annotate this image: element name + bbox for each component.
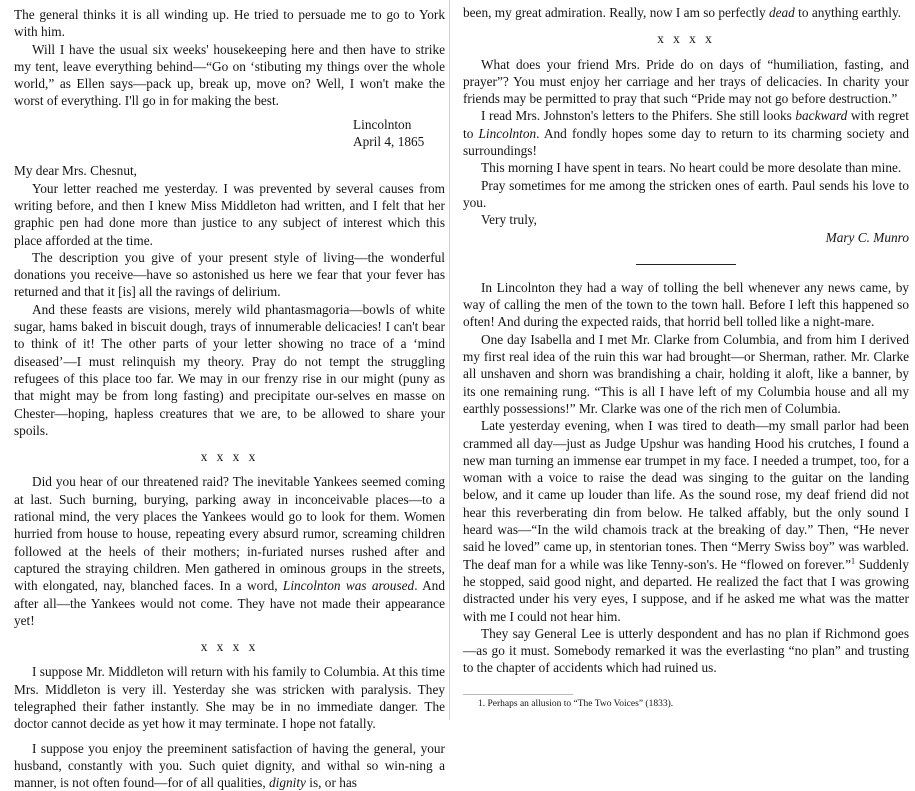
footnote-rule xyxy=(463,694,573,695)
paragraph: I suppose you enjoy the preeminent satisfaction of having the general, your husband, constantly with you. Such quiet dignity, and withal so win-ning a manner, is not often found—for of all qualities, dignity is, or has xyxy=(14,740,445,791)
paragraph: been, my great admiration. Really, now I am so perfectly dead to anything earthly. xyxy=(463,5,902,20)
paragraph: I suppose Mr. Middleton will return with his family to Columbia. At this time Mrs. Middleton is very ill. Yesterday she was stricken with paralysis. They telegraphed their father instantly. She may be in no immediate danger. The doctor cannot decide as yet how it may terminate. I hope not fatally. xyxy=(14,664,445,732)
paragraph: And these feasts are visions, merely wild phantasmagoria—bowls of white sugar, hams baked in biscuit dough, trays of innumerable delicacies! I can't bear to think of it! The other parts of your letter showing no trace of a ‘mind diseased’—I must relinquish my theory. Pray do not tempt the struggling refugees of this place too far. We may in our frenzy rise in our might (puny as that might may be from long fasting) and precipitate our-selves en masse on Chester—hoping, hapless creatures that we are, to be allowed to share your spoils. xyxy=(14,301,445,438)
section-separator: x x x x xyxy=(200,639,259,655)
paragraph: Will I have the usual six weeks' housekeeping here and then have to strike my tent, leave everything behind—“Go on ‘stibuting my things over the whole world,” as Ellen says—pack up, break up, move on? Well, I won't make the worst of everything. I'll go in for making the best. xyxy=(14,41,445,109)
page-gutter xyxy=(449,0,450,720)
paragraph: The description you give of your present style of living—the wonderful donations you receive—have so astonished us here we fear that your fever has returned and that it [is] all the ravings of delirium. xyxy=(14,249,445,300)
letter-place: Lincolnton xyxy=(353,116,412,132)
left-page xyxy=(14,0,445,791)
right-page xyxy=(463,0,909,677)
paragraph: I read Mrs. Johnston's letters to the Phifers. She still looks backward with regret to Lincolnton. And fondly hopes some day to return to its charming society and surroundings! xyxy=(463,108,910,159)
letter-salutation: My dear Mrs. Chesnut, xyxy=(14,163,137,179)
section-rule xyxy=(636,264,736,265)
paragraph: What does your friend Mrs. Pride do on days of “humiliation, fasting, and prayer”? You must enjoy her carriage and her trays of delicacies. In charity your friends may be permitted to pray that such “Pride may not go before destruction.” xyxy=(463,56,909,107)
letter-date: April 4, 1865 xyxy=(353,134,425,150)
section-separator: x x x x xyxy=(200,449,259,465)
paragraph: Your letter reached me yesterday. I was prevented by several causes from writing before, and then I knew Miss Middleton had written, and I felt that her graphic pen had done more than justice to any subject of interest which this place afforded at the time. xyxy=(14,180,445,248)
paragraph: One day Isabella and I met Mr. Clarke from Columbia, and from him I derived my first real idea of the ruin this war had brought—or Sherman, rather. Mr. Clarke all unshaven and shorn was brandishing a chair, holding it aloft, like a banner, by its one remaining rung. “This is all I have left of my Columbia house and all my earthly possessions!” Mr. Clarke was one of the rich men of Columbia. xyxy=(463,331,909,416)
paragraph: They say General Lee is utterly despondent and has no plan if Richmond goes—as go it must. Somebody remarked it was the everlasting “no plan” and trusting to the chapter of accidents which had ruined us. xyxy=(463,625,909,676)
footnote-marker: 1 xyxy=(851,556,856,566)
paragraph: Pray sometimes for me among the stricken ones of earth. Paul sends his love to you. xyxy=(463,177,909,210)
footnote: 1. Perhaps an allusion to “The Two Voices” (1833). xyxy=(478,699,674,709)
paragraph: In Lincolnton they had a way of tolling the bell whenever any news came, by way of calling the men of the town to the town hall. Before I left this happened so often! And during the expected raids, that horrid bell tolled like a night-mare. xyxy=(463,279,909,330)
letter-signature: Mary C. Munro xyxy=(825,229,909,245)
paragraph: Did you hear of our threatened raid? The inevitable Yankees seemed coming at last. Such burning, burying, parking away in inconceivable places—to a rational mind, the very places the Yankees would go to look for them. Women hurried from house to house, repeating every absurd rumor, screaming children followed at the heels of their mothers; in-furiated nurses rushed after and captured the straying children. Men gathered in ominous groups in the streets, with elongated, nay, blanched faces. In a word, Lincolnton was aroused. And after all—the Yankees would not come. They have not made their appearance yet! xyxy=(14,474,445,628)
paragraph: The general thinks it is all winding up. He tried to persuade me to go to York with him. xyxy=(14,7,445,40)
paragraph: This morning I have spent in tears. No heart could be more desolate than mine. xyxy=(481,160,902,176)
section-separator: x x x x xyxy=(657,31,715,47)
paragraph: Late yesterday evening, when I was tired to death—my small parlor had been crammed all day—just as Judge Upshur was handing Hood his crutches, I found a new man turning an immense ear trumpet in my face. I needed a trumpet, too, for a woman with a voice to raise the dead was singing to the guitar on the landing below, and it came up louder than life. As the sound rose, my deaf friend did not hear this reverberating din from below. He talked affably, but the only sound I heard was—“In the wild chamois track at the breaking of day.” Then, “He never said he loved” came up, in stentorian tones. Then “Merry Swiss boy” was warbled. The deaf man for a while was like Tenny-son's. He “flowed on forever.”$^1$ Suddenly he stopped, said good night, and departed. He realized the fact that I was growing distracted under his very eyes, I suppose, and if he asked me what was the matter with me I could not hear him. xyxy=(463,418,910,624)
letter-closing: Very truly, xyxy=(481,212,538,228)
